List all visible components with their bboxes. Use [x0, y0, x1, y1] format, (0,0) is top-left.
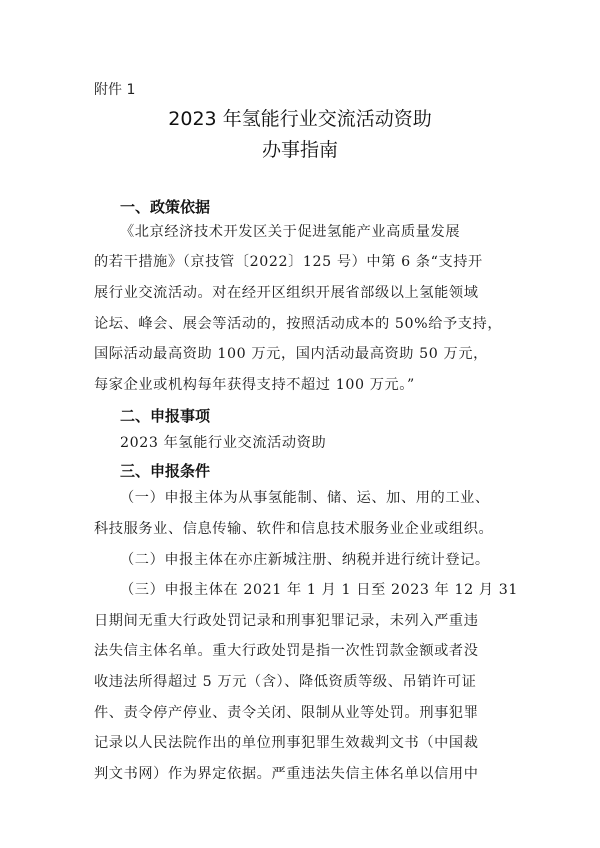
body-line: 2023 年氢能行业交流活动资助	[120, 435, 327, 451]
body-line: 《北京经济技术开发区关于促进氢能产业高质量发展	[120, 224, 461, 240]
body-line: 记录以人民法院作出的单位刑事犯罪生效裁判文书（中国裁	[94, 735, 479, 751]
body-line: 收违法所得超过 5 万元（含）、降低资质等级、吊销许可证	[94, 674, 477, 690]
body-line: （一）申报主体为从事氢能制、储、运、加、用的工业、	[120, 490, 490, 506]
section-heading-application-conditions: 三、申报条件	[120, 462, 211, 480]
body-line: 日期间无重大行政处罚记录和刑事犯罪记录，未列入严重违	[94, 613, 479, 629]
body-line: 法失信主体名单。重大行政处罚是指一次性罚款金额或者没	[94, 643, 479, 659]
attachment-label: 附件 1	[94, 82, 136, 98]
body-line: 的若干措施》（京技管〔2022〕125 号）中第 6 条“支持开	[94, 254, 483, 270]
section-heading-policy-basis: 一、政策依据	[120, 198, 211, 216]
document-title-line1: 2023 年氢能行业交流活动资助	[168, 108, 432, 130]
body-line: 每家企业或机构每年获得支持不超过 100 万元。”	[94, 377, 415, 393]
body-line: （三）申报主体在 2021 年 1 月 1 日至 2023 年 12 月 31	[120, 582, 519, 598]
body-line: 论坛、峰会、展会等活动的，按照活动成本的 50%给予支持，	[94, 316, 503, 332]
body-line: 判文书网）作为界定依据。严重违法失信主体名单以信用中	[94, 766, 479, 782]
body-line: 件、责令停产停业、责令关闭、限制从业等处罚。刑事犯罪	[94, 705, 479, 721]
body-line: 科技服务业、信息传输、软件和信息技术服务业企业或组织。	[94, 521, 494, 537]
section-heading-application-item: 二、申报事项	[120, 407, 211, 425]
body-line: 国际活动最高资助 100 万元，国内活动最高资助 50 万元，	[94, 346, 488, 362]
body-line: （二）申报主体在亦庄新城注册、纳税并进行统计登记。	[120, 552, 490, 568]
document-title-line2: 办事指南	[261, 139, 338, 161]
body-line: 展行业交流活动。对在经开区组织开展省部级以上氢能领域	[94, 285, 479, 301]
